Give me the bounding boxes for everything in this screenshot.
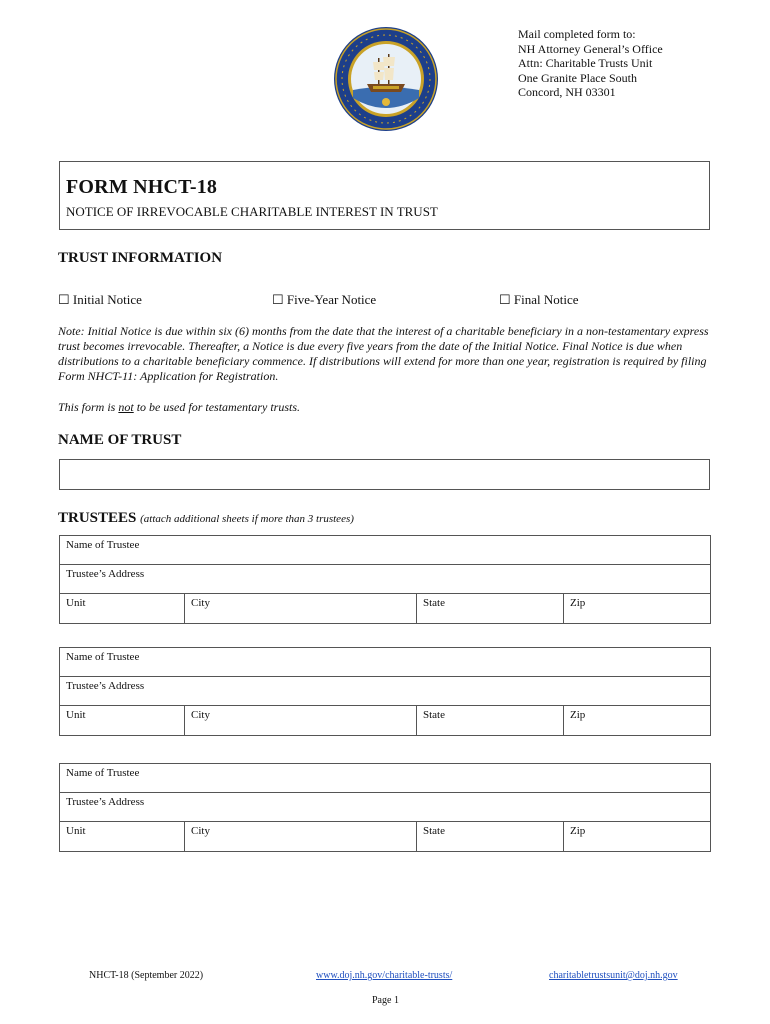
trustees-subnote: (attach additional sheets if more than 3 trustees): [140, 513, 354, 525]
five-year-notice-checkbox[interactable]: ☐ Five-Year Notice: [272, 292, 377, 307]
mailing-address: [518, 27, 663, 100]
city-cell[interactable]: [185, 706, 417, 735]
trust-information-heading: TRUST INFORMATION: [58, 250, 223, 266]
address-line: Attn: Charitable Trusts Unit: [518, 56, 653, 71]
trustee-address-label: Trustee’s Address: [66, 796, 145, 808]
trustees-heading: [58, 510, 354, 527]
unit-cell[interactable]: [60, 706, 185, 735]
form-title: FORM NHCT-18: [66, 176, 218, 198]
name-of-trust-heading: NAME OF TRUST: [58, 432, 182, 448]
trustee-table-2: [59, 647, 711, 736]
trustee-name-label: Name of Trustee: [66, 651, 140, 663]
footer-email-link[interactable]: charitabletrustsunit@doj.nh.gov: [549, 970, 678, 981]
unit-cell[interactable]: [60, 594, 185, 623]
zip-label: Zip: [570, 825, 586, 837]
address-line: Concord, NH 03301: [518, 85, 616, 100]
initial-notice-checkbox[interactable]: ☐ Initial Notice: [58, 292, 142, 307]
state-label: State: [423, 709, 445, 721]
note-text: This form is: [58, 400, 119, 414]
note-text: to be used for testamentary trusts.: [133, 400, 301, 414]
unit-label: Unit: [66, 825, 86, 837]
footer-form-id: NHCT-18 (September 2022): [89, 970, 204, 981]
city-label: City: [191, 825, 210, 837]
address-line: NH Attorney General’s Office: [518, 41, 663, 56]
page-number: Page 1: [372, 995, 399, 1006]
state-label: State: [423, 825, 445, 837]
notice-note: Note: Initial Notice is due within six (6) months from the date that the interest of a charitable beneficiary in a non-testamentary express trust becomes irrevocable. Thereafter, a Notice is due every five years from the date of the Initial Notice. Final Notice is due when distributions to a charitable beneficiary commence. If distributions will extend for more than one year, registration is required by filing Form NHCT-11: Application for Registration.: [58, 324, 709, 383]
form-title-box: [59, 161, 710, 230]
trustee-address-label: Trustee’s Address: [66, 680, 145, 692]
unit-label: Unit: [66, 597, 86, 609]
trustee-address-label: Trustee’s Address: [66, 568, 145, 580]
trustee-name-row[interactable]: [60, 536, 710, 565]
state-cell[interactable]: [417, 594, 564, 623]
state-label: State: [423, 597, 445, 609]
trustee-address-row[interactable]: [60, 565, 710, 594]
trustee-location-row: [60, 594, 710, 623]
state-seal-logo: [333, 26, 439, 132]
form-subtitle: NOTICE OF IRREVOCABLE CHARITABLE INTEREST IN TRUST: [66, 204, 438, 219]
address-line: One Granite Place South: [518, 70, 637, 85]
unit-label: Unit: [66, 709, 86, 721]
unit-cell[interactable]: [60, 822, 185, 851]
trustee-location-row: [60, 822, 710, 851]
trustee-name-label: Name of Trustee: [66, 767, 140, 779]
zip-label: Zip: [570, 709, 586, 721]
zip-cell[interactable]: [564, 706, 710, 735]
zip-cell[interactable]: [564, 594, 710, 623]
testamentary-note: [58, 400, 300, 415]
final-notice-checkbox[interactable]: ☐ Final Notice: [499, 292, 579, 307]
trustee-name-row[interactable]: [60, 648, 710, 677]
trustee-location-row: [60, 706, 710, 735]
trustee-name-row[interactable]: [60, 764, 710, 793]
trustee-table-1: [59, 535, 711, 624]
footer-website-link[interactable]: www.doj.nh.gov/charitable-trusts/: [316, 970, 453, 981]
city-label: City: [191, 709, 210, 721]
zip-cell[interactable]: [564, 822, 710, 851]
city-cell[interactable]: [185, 594, 417, 623]
trustee-table-3: [59, 763, 711, 852]
note-emphasis: not: [118, 400, 134, 414]
trustees-title: TRUSTEES: [58, 510, 137, 526]
state-cell[interactable]: [417, 822, 564, 851]
name-of-trust-field[interactable]: [59, 459, 710, 490]
state-cell[interactable]: [417, 706, 564, 735]
city-label: City: [191, 597, 210, 609]
trustee-name-label: Name of Trustee: [66, 539, 140, 551]
address-line: Mail completed form to:: [518, 27, 636, 41]
zip-label: Zip: [570, 597, 586, 609]
city-cell[interactable]: [185, 822, 417, 851]
trustee-address-row[interactable]: [60, 793, 710, 822]
trustee-address-row[interactable]: [60, 677, 710, 706]
